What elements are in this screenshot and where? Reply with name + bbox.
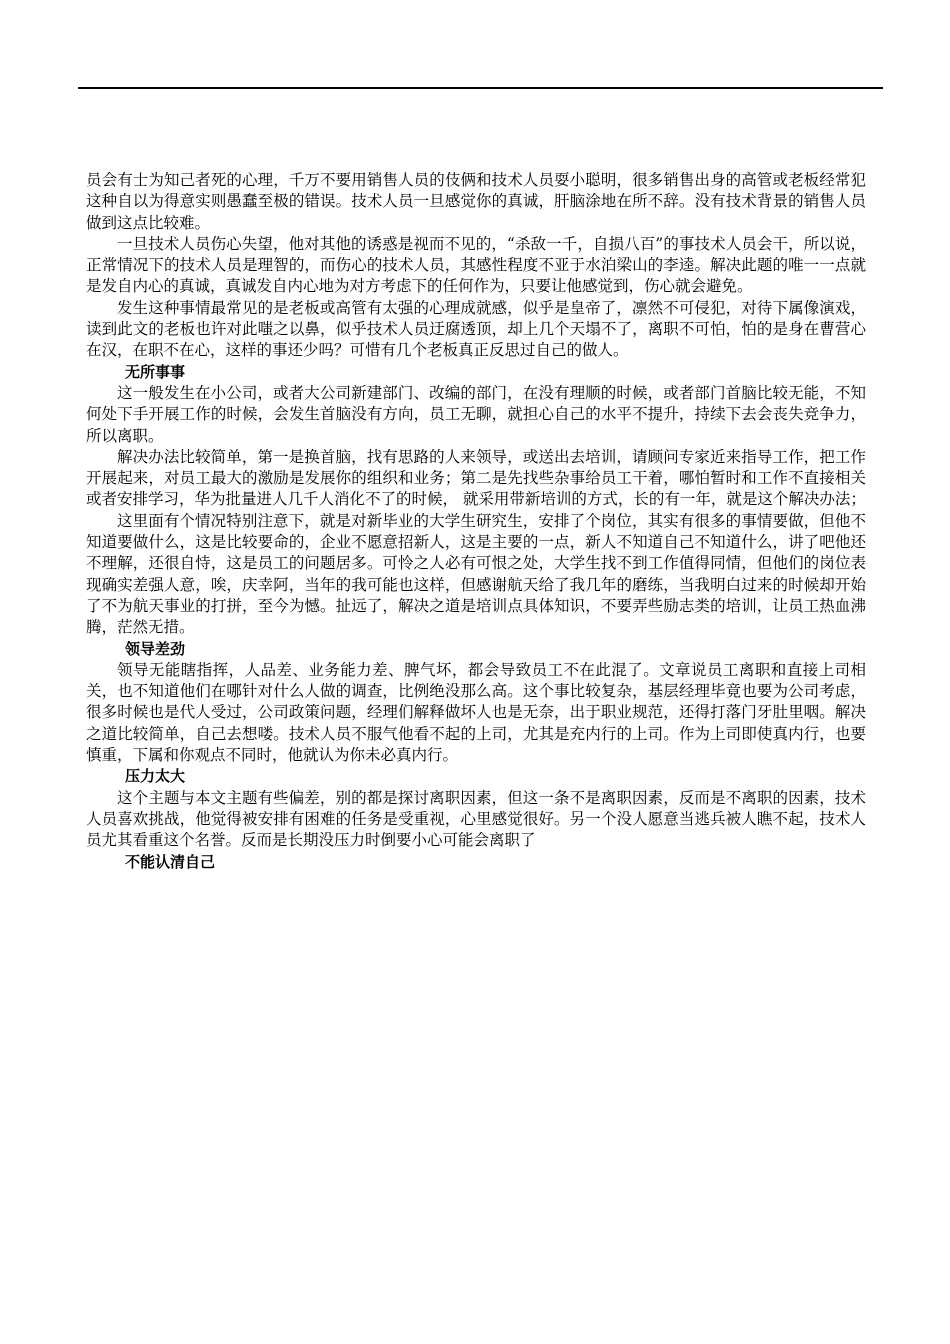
paragraph-3: 发生这种事情最常见的是老板或高管有太强的心理成就感，似乎是皇帝了，凛然不可侵犯，对待下属像演戏，读到此文的老板也许对此嗤之以鼻，似乎技术人员迂腐透顶，却上几个天塌不了，离职不可怕，怕的是身在曹营心在汉，在职不在心，这样的事还少吗？可惜有几个老板真正反思过自己的做人。 — [86, 298, 866, 360]
paragraph-2: 一旦技术人员伤心失望，他对其他的诱惑是视而不见的，“杀敌一千，自损八百”的事技术人员会干，所以说，正常情况下的技术人员是理智的，而伤心的技术人员，其感性程度不亚于水泊梁山的李逵。解决此题的唯一一点就是发自内心的真诚，真诚发自内心地为对方考虑下的任何作为，只要让他感觉到，伤心就会避免。 — [86, 234, 866, 296]
section-heading-pressure: 压力太大 — [125, 767, 186, 786]
section-heading-idle: 无所事事 — [125, 362, 186, 381]
paragraph-7: 领导无能瞎指挥，人品差、业务能力差、脾气坏，都会导致员工不在此混了。文章说员工离职和直接上司相关，也不知道他们在哪针对什么人做的调查，比例绝没那么高。这个事比较复杂，基层经理毕竟也要为公司考虑，很多时候也是代人受过，公司政策问题，经理们解释做坏人也是无奈，出于职业规范，还得打落门牙肚里咽。解决之道比较简单，自己去想喽。技术人员不服气他看不起的上司，尤其是充内行的上司。作为上司即使真内行，也要慎重，下属和你观点不同时，他就认为你未必真内行。 — [86, 660, 866, 765]
paragraph-4: 这一般发生在小公司，或者大公司新建部门、改编的部门，在没有理顺的时候，或者部门首脑比较无能，不知何处下手开展工作的时候，会发生首脑没有方向，员工无聊，就担心自己的水平不提升，持续下去会丧失竞争力，所以离职。 — [86, 383, 866, 445]
section-heading-self-awareness: 不能认清自己 — [125, 852, 216, 871]
paragraph-6: 这里面有个情况特别注意下，就是对新毕业的大学生研究生，安排了个岗位，其实有很多的事情要做，但他不知道要做什么，这是比较要命的，企业不愿意招新人，这是主要的一点，新人不知道自己不知道什么，讲了吧他还不理解，还很自恃，这是员工的问题居多。可怜之人必有可恨之处，大学生找不到工作值得同情，但他们的岗位表现确实差强人意，唉，庆幸阿，当年的我可能也这样，但感谢航天给了我几年的磨练，当我明白过来的时候却开始了不为航天事业的打拼，至今为憾。扯远了，解决之道是培训点具体知识，不要弄些励志类的培训，让员工热血沸腾，茫然无措。 — [86, 511, 866, 637]
paragraph-8: 这个主题与本文主题有些偏差，别的都是探讨离职因素，但这一条不是离职因素，反而是不离职的因素，技术人员喜欢挑战，他觉得被安排有困难的任务是受重视，心里感觉很好。另一个没人愿意当逃兵被人瞧不起，技术人员尤其看重这个名誉。反而是长期没压力时倒要小心可能会离职了 — [86, 788, 866, 850]
document-body — [86, 170, 866, 873]
paragraph-1: 员会有士为知己者死的心理，千万不要用销售人员的伎俩和技术人员耍小聪明，很多销售出身的高管或老板经常犯这种自以为得意实则愚蠢至极的错误。技术人员一旦感觉你的真诚，肝脑涂地在所不辞。没有技术背景的销售人员做到这点比较难。 — [86, 171, 866, 232]
header-rule — [78, 87, 883, 89]
paragraph-5: 解决办法比较简单，第一是换首脑，找有思路的人来领导，或送出去培训，请顾问专家近来指导工作，把工作开展起来，对员工最大的激励是发展你的组织和业务；第二是先找些杂事给员工干着，哪怕暂时和工作不直接相关或者安排学习，华为批量进人几千人消化不了的时候， 就采用带新培训的方式，长的有一年，就是这个解决办法； — [86, 447, 866, 509]
section-heading-bad-leader: 领导差劲 — [125, 639, 186, 658]
